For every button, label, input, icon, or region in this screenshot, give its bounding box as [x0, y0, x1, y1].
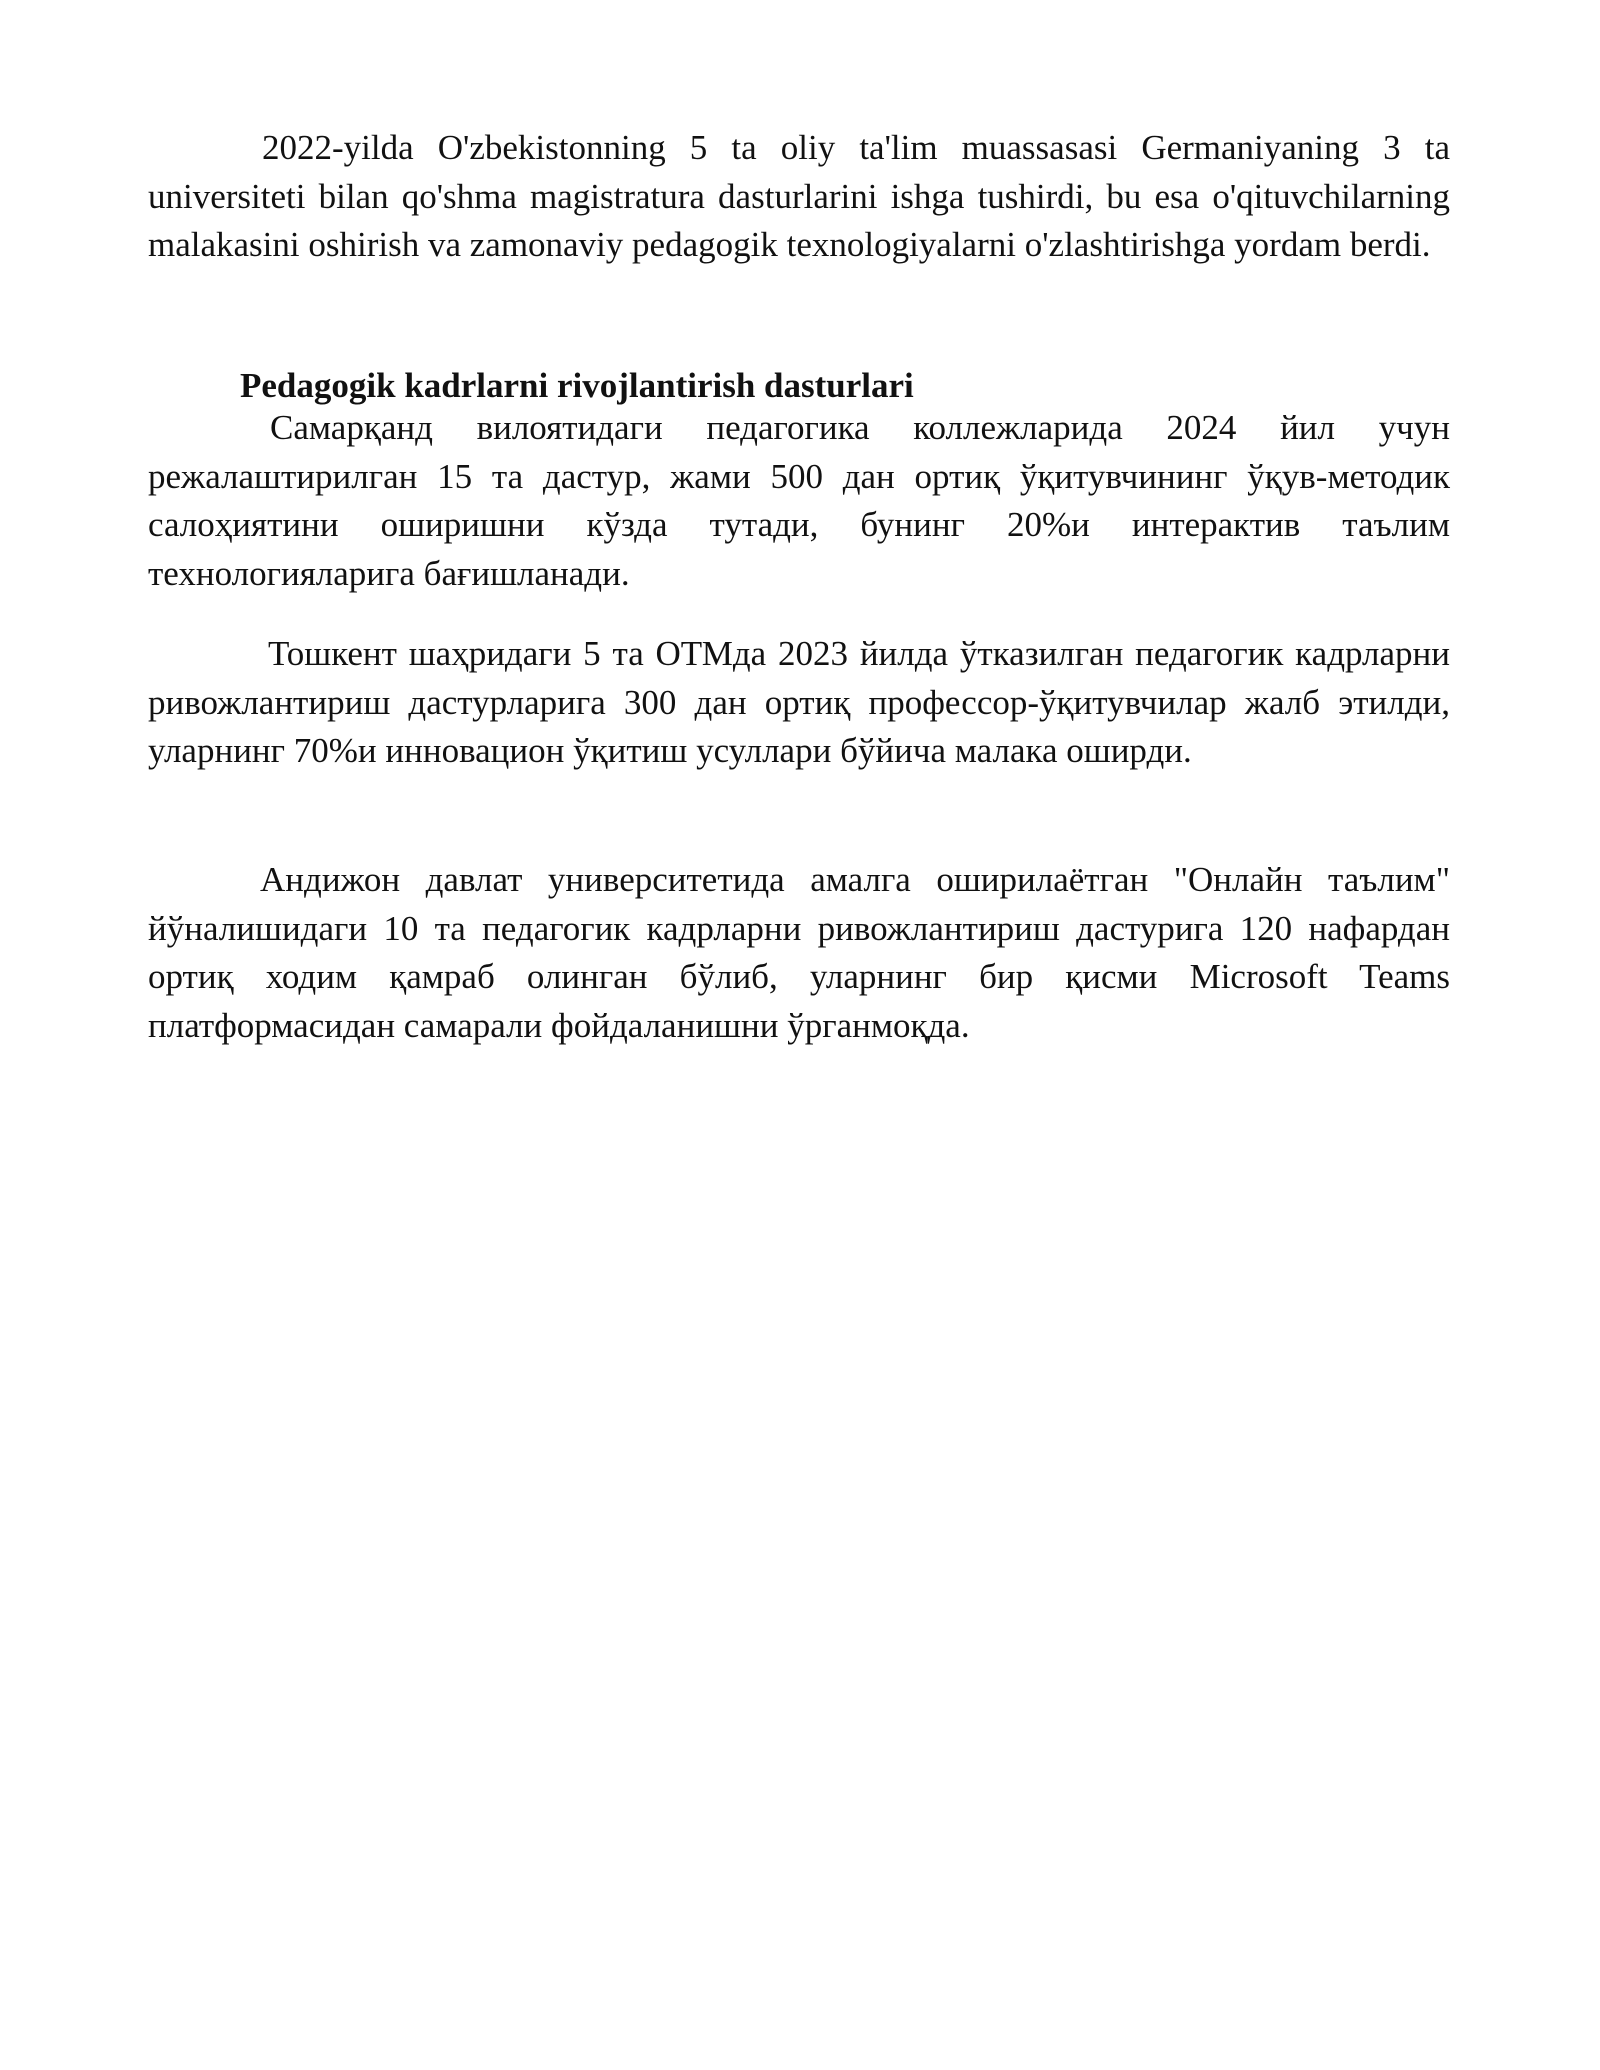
- paragraph-samarkand-programs: Самарқанд вилоятидаги педагогика коллежларида 2024 йил учун режалаштирилган 15 та дастур, жами 500 дан ортиқ ўқитувчининг ўқув-методик салоҳиятини оширишни кўзда тутади, бунинг 20%и интерактив таълим технологияларига бағишланади.: [148, 408, 1450, 593]
- paragraph-tashkent-programs: Тошкент шаҳридаги 5 та ОТМда 2023 йилда ўтказилган педагогик кадрларни ривожлантириш дастурларига 300 дан ортиқ профессор-ўқитувчилар жалб этилди, уларнинг 70%и инновацион ўқитиш усуллари бўйича малака оширди.: [148, 634, 1450, 770]
- paragraph-joint-masters-programs: 2022-yilda O'zbekistonning 5 ta oliy ta'lim muassasasi Germaniyaning 3 ta universiteti bilan qo'shma magistratura dasturlarini ishga tushirdi, bu esa o'qituvchilarning malakasini oshirish va zamonaviy pedagogik texnologiyalarni o'zlashtirishga yordam berdi.: [148, 128, 1450, 264]
- paragraph-andijan-programs: Андижон давлат университетида амалга оширилаётган "Онлайн таълим" йўналишидаги 10 та педагогик кадрларни ривожлантириш дастурига 120 нафардан ортиқ ходим қамраб олинган бўлиб, уларнинг бир қисми Microsoft Teams платформасидан самарали фойдаланишни ўрганмоқда.: [148, 860, 1450, 1045]
- section-heading: Pedagogik kadrlarni rivojlantirish dasturlari: [240, 366, 914, 405]
